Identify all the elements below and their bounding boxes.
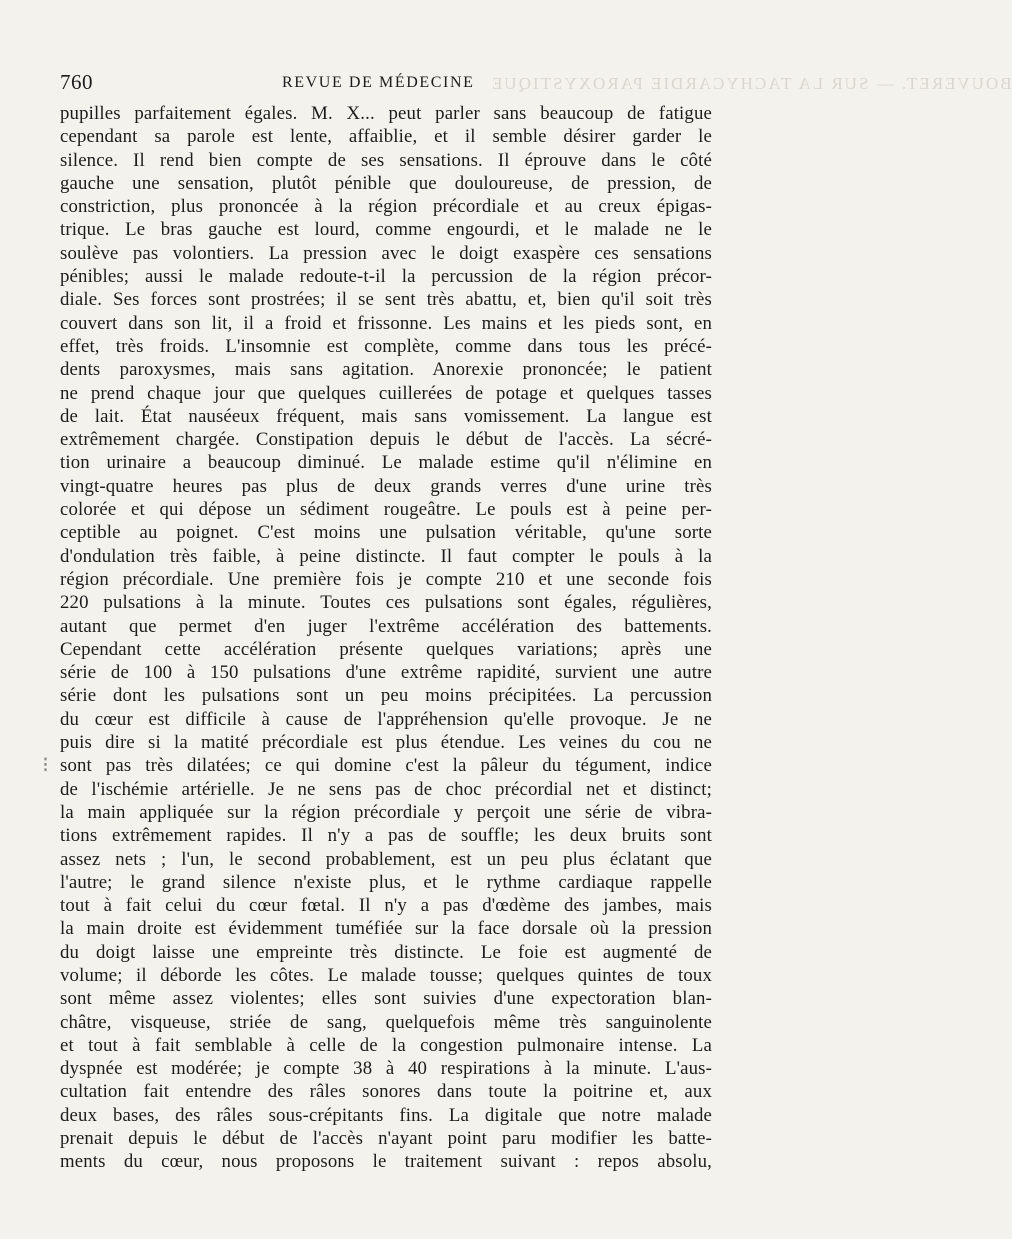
text-line: cultation fait entendre des râles sonores dans toute la poitrine et, aux [60, 1081, 712, 1103]
margin-mark: ⁝ [42, 752, 49, 777]
text-line: 220 pulsations à la minute. Toutes ces pulsations sont égales, régulières, [60, 592, 712, 614]
text-line: trique. Le bras gauche est lourd, comme engourdi, et le malade ne le [60, 219, 712, 241]
body-text [60, 102, 712, 1174]
text-line: vingt-quatre heures pas plus de deux grands verres d'une urine très [60, 475, 712, 497]
text-line: pupilles parfaitement égales. M. X... peut parler sans beaucoup de fatigue [60, 103, 712, 124]
text-line: prenait depuis le début de l'accès n'ayant point paru modifier les batte- [60, 1128, 712, 1150]
text-line: du doigt laisse une empreinte très distincte. Le foie est augmenté de [60, 941, 712, 963]
text-line: effet, très froids. L'insomnie est complète, comme dans tous les précé- [60, 335, 712, 357]
bleed-through-text: BOUVERET. — SUR LA TACHYCARDIE PAROXYSTIQUE [490, 74, 1012, 93]
text-line: tions extrêmement rapides. Il n'y a pas de souffle; les deux bruits sont [60, 825, 712, 847]
page-number: 760 [60, 70, 93, 94]
text-line: pénibles; aussi le malade redoute-t-il la percussion de la région précor- [60, 266, 712, 288]
text-line: ne prend chaque jour que quelques cuillerées de potage et quelques tasses [60, 382, 712, 404]
text-line: cependant sa parole est lente, affaiblie, et il semble désirer garder le [60, 126, 712, 148]
text-line: colorée et qui dépose un sédiment rougeâtre. Le pouls est à peine per- [60, 499, 712, 521]
text-line: tion urinaire a beaucoup diminué. Le malade estime qu'il n'élimine en [60, 452, 712, 474]
text-line: châtre, visqueuse, striée de sang, quelquefois même très sanguinolente [60, 1011, 712, 1033]
text-line: diale. Ses forces sont prostrées; il se sent très abattu, et, bien qu'il soit très [60, 289, 712, 311]
text-line: d'ondulation très faible, à peine distincte. Il faut compter le pouls à la [60, 545, 712, 567]
text-line: autant que permet d'en juger l'extrême accélération des battements. [60, 615, 712, 637]
text-line: ceptible au poignet. C'est moins une pulsation véritable, qu'une sorte [60, 522, 712, 544]
text-line: soulève pas volontiers. La pression avec le doigt exaspère ces sensations [60, 242, 712, 264]
text-line: la main appliquée sur la région précordiale y perçoit une série de vibra- [60, 801, 712, 823]
text-line: du cœur est difficile à cause de l'appréhension qu'elle provoque. Je ne [60, 708, 712, 730]
text-line: Cependant cette accélération présente quelques variations; après une [60, 638, 712, 660]
text-line: ments du cœur, nous proposons le traitement suivant : repos absolu, [60, 1151, 712, 1173]
text-line: dyspnée est modérée; je compte 38 à 40 respirations à la minute. L'aus- [60, 1058, 712, 1080]
text-line: gauche une sensation, plutôt pénible que douloureuse, de pression, de [60, 172, 712, 194]
text-line: couvert dans son lit, il a froid et frissonne. Les mains et les pieds sont, en [60, 312, 712, 334]
text-line: série de 100 à 150 pulsations d'une extrême rapidité, survient une autre [60, 662, 712, 684]
text-line: constriction, plus prononcée à la région précordiale et au creux épigas- [60, 196, 712, 218]
text-line: volume; il déborde les côtes. Le malade tousse; quelques quintes de toux [60, 964, 712, 986]
text-line: silence. Il rend bien compte de ses sensations. Il éprouve dans le côté [60, 149, 712, 171]
text-line: de lait. État nauséeux fréquent, mais sans vomissement. La langue est [60, 405, 712, 427]
text-line: la main droite est évidemment tuméfiée sur la face dorsale où la pression [60, 918, 712, 940]
text-line: puis dire si la matité précordiale est plus étendue. Les veines du cou ne [60, 732, 712, 754]
text-line: série dont les pulsations sont un peu moins précipitées. La percussion [60, 685, 712, 707]
text-line: de l'ischémie artérielle. Je ne sens pas de choc précordial net et distinct; [60, 778, 712, 800]
running-head [60, 70, 712, 96]
text-line: extrêmement chargée. Constipation depuis le début de l'accès. La sécré- [60, 429, 712, 451]
text-line: l'autre; le grand silence n'existe plus, et le rythme cardiaque rappelle [60, 871, 712, 893]
text-line: assez nets ; l'un, le second probablement, est un peu plus éclatant que [60, 848, 712, 870]
text-line: et tout à fait semblable à celle de la congestion pulmonaire intense. La [60, 1034, 712, 1056]
text-line: deux bases, des râles sous-crépitants fins. La digitale que notre malade [60, 1104, 712, 1126]
text-line: sont même assez violentes; elles sont suivies d'une expectoration blan- [60, 988, 712, 1010]
text-line: sont pas très dilatées; ce qui domine c'est la pâleur du tégument, indice [60, 755, 712, 777]
text-line: dents paroxysmes, mais sans agitation. Anorexie prononcée; le patient [60, 359, 712, 381]
text-line: région précordiale. Une première fois je compte 210 et une seconde fois [60, 568, 712, 590]
journal-title: REVUE DE MÉDECINE [282, 74, 475, 91]
text-line: tout à fait celui du cœur fœtal. Il n'y a pas d'œdème des jambes, mais [60, 895, 712, 917]
